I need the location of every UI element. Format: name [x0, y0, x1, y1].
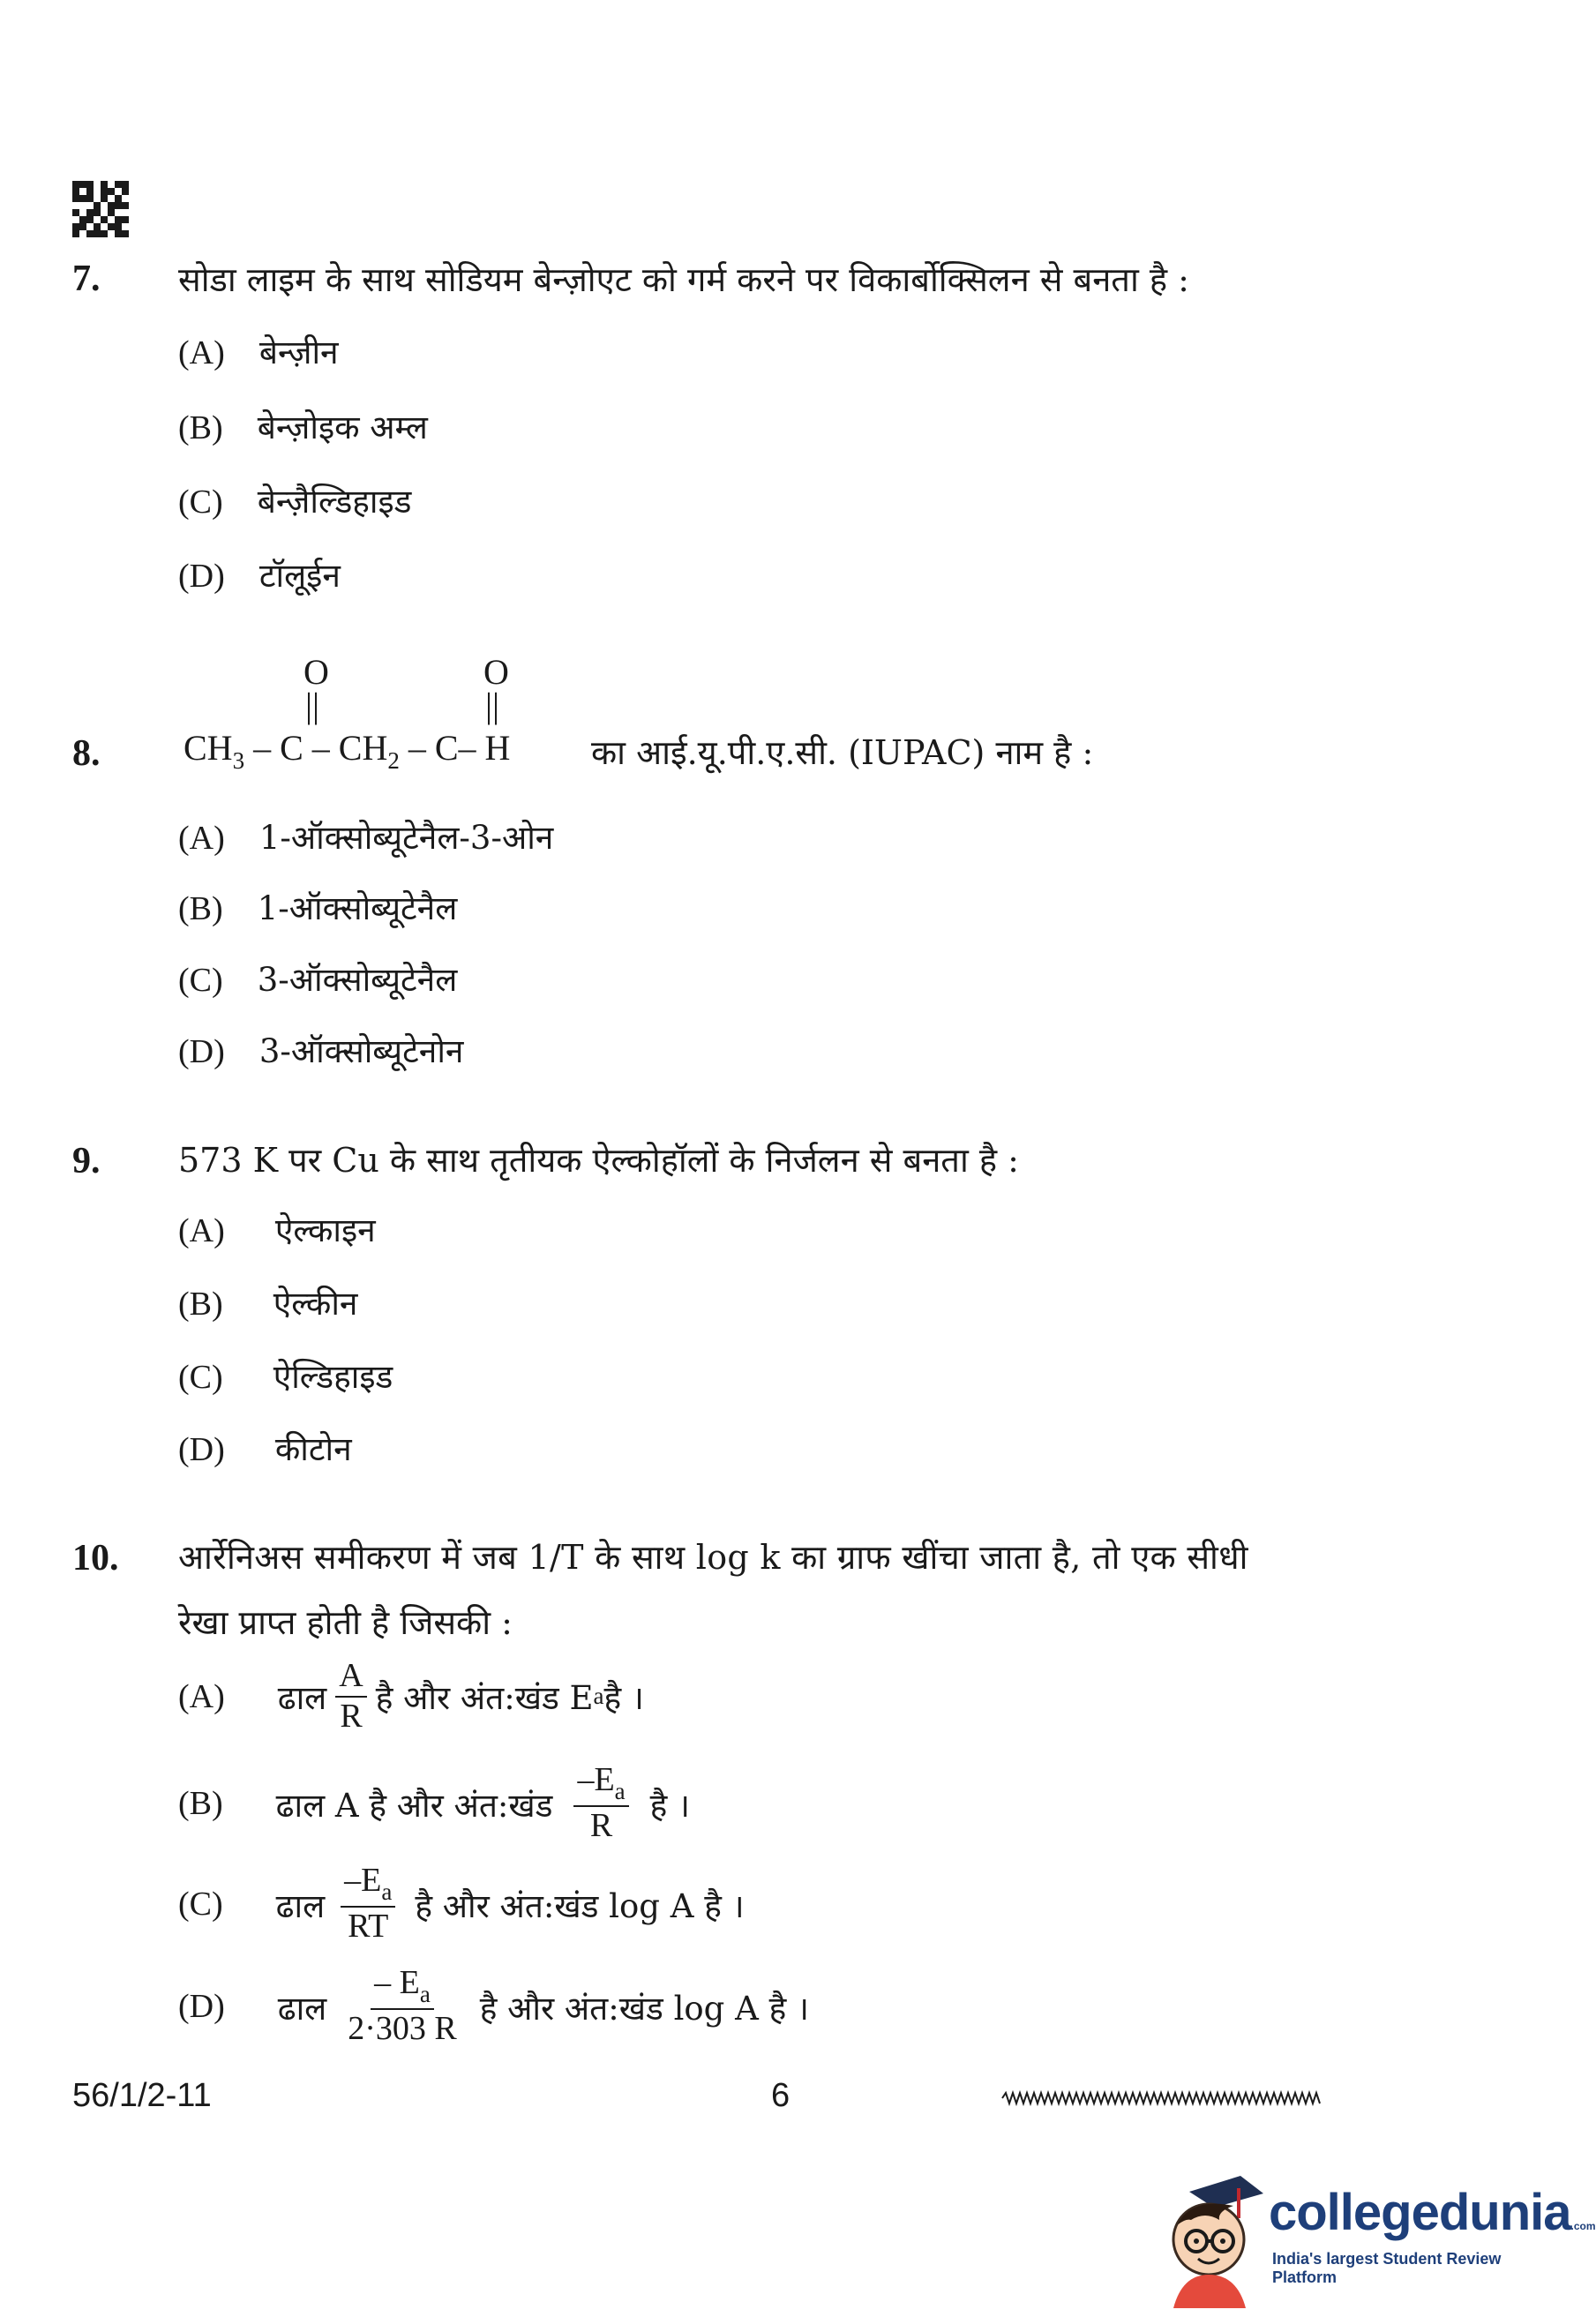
question-10-option-a — [178, 1659, 644, 1735]
option-intercept-text: है और अंत:खंड E — [375, 1679, 594, 1718]
fraction-ea-over-rt — [341, 1863, 395, 1945]
option-label: (C) — [178, 962, 223, 999]
option-pre-text: ढाल A है और अंत:खंड — [275, 1786, 553, 1825]
option-text: ऐल्काइन — [274, 1211, 376, 1249]
formula-middle-1: – C – CH — [244, 728, 388, 768]
question-9-number: 9. — [72, 1141, 101, 1181]
formula-sub-2: 2 — [387, 747, 400, 774]
question-9-option-d — [178, 1425, 352, 1470]
option-label: (D) — [178, 1988, 225, 2026]
question-7-option-a — [178, 328, 339, 373]
question-10-option-d — [178, 1966, 809, 2047]
qr-code — [72, 181, 129, 237]
option-text: बेन्ज़ैल्डिहाइड — [257, 483, 412, 521]
option-end-text: है और अंत:खंड log A है । — [415, 1886, 745, 1925]
question-8-number: 8. — [72, 733, 101, 774]
wavy-line-decoration — [1002, 2088, 1320, 2109]
option-label: (C) — [178, 484, 223, 521]
question-8-option-b — [178, 884, 457, 929]
question-10-option-b — [178, 1763, 690, 1844]
question-9-option-b — [178, 1279, 357, 1324]
fraction-denominator: 2·303 R — [348, 2010, 457, 2048]
numerator-subscript: a — [419, 1981, 431, 2007]
numerator-text: –E — [577, 1761, 615, 1798]
option-text: टॉलूईन — [259, 557, 341, 595]
question-10-option-c — [178, 1863, 745, 1945]
fraction-denominator: R — [589, 1807, 613, 1845]
question-8-option-a — [178, 814, 553, 859]
subscript-a: a — [593, 1683, 604, 1710]
question-9-option-a — [178, 1206, 376, 1251]
fraction-numerator — [573, 1763, 628, 1807]
option-label: (C) — [178, 1886, 223, 1923]
option-text: 3-ऑक्सोब्यूटेनैल — [257, 961, 458, 999]
option-label: (B) — [178, 1286, 223, 1323]
fraction-a-over-r — [335, 1659, 366, 1735]
option-slope-label: ढाल — [277, 1989, 327, 2028]
option-slope-label: ढाल — [275, 1886, 326, 1925]
option-label: (A) — [178, 334, 225, 371]
option-label: (A) — [178, 820, 225, 857]
question-10-text-line1: आर्रेनिअस समीकरण में जब 1/T के साथ log k का ग्राफ खींचा जाता है, तो एक सीधी — [178, 1538, 1248, 1577]
question-7-option-b — [178, 403, 428, 448]
option-label: (D) — [178, 1431, 225, 1468]
option-text: बेन्ज़ीन — [259, 334, 339, 371]
option-label: (B) — [178, 409, 223, 446]
option-label: (C) — [178, 1359, 223, 1396]
question-7-option-d — [178, 551, 341, 596]
formula-sub-3: 3 — [232, 747, 245, 774]
numerator-subscript: a — [614, 1778, 626, 1804]
student-mascot-icon — [1156, 2167, 1270, 2308]
option-slope-label: ढाल — [277, 1679, 327, 1718]
option-text: 3-ऑक्सोब्यूटेनोन — [259, 1032, 464, 1070]
logo-tagline: India's largest Student Review Platform — [1272, 2250, 1502, 2286]
logo-domain: .com — [1570, 2220, 1596, 2232]
fraction-numerator — [371, 1966, 434, 2010]
question-8-option-d — [178, 1027, 463, 1072]
collegedunia-logo — [1156, 2162, 1596, 2312]
question-10-text-line2: रेखा प्राप्त होती है जिसकी : — [178, 1603, 513, 1642]
question-8-formula — [184, 727, 510, 775]
option-label: (A) — [178, 1212, 225, 1249]
question-8-text: का आई.यू.पी.ए.सी. (IUPAC) नाम है : — [591, 733, 1094, 772]
option-text: बेन्ज़ोइक अम्ल — [257, 409, 428, 446]
option-text: कीटोन — [274, 1430, 352, 1468]
option-label: (B) — [178, 890, 223, 927]
carbonyl-oxygen-1: O — [303, 652, 329, 692]
carbonyl-oxygen-2: O — [483, 652, 509, 692]
fraction-ea-over-r — [573, 1763, 628, 1844]
fraction-numerator — [341, 1863, 395, 1908]
question-7-option-c — [178, 477, 411, 522]
option-label: (A) — [178, 1677, 225, 1715]
question-7-number: 7. — [72, 259, 101, 299]
option-label: (D) — [178, 1033, 225, 1070]
fraction-denominator: R — [340, 1697, 363, 1735]
page-number: 6 — [771, 2077, 791, 2114]
formula-middle-2: – C– H — [399, 728, 511, 768]
numerator-subscript: a — [381, 1878, 393, 1905]
double-bond-2: || — [485, 686, 500, 725]
question-10-number: 10. — [72, 1538, 119, 1578]
numerator-text: – E — [374, 1964, 420, 2001]
logo-wordmark: collegedunia — [1269, 2184, 1571, 2241]
option-end-text: है । — [649, 1786, 691, 1825]
question-7-text: सोडा लाइम के साथ सोडियम बेन्ज़ोएट को गर्म करने पर विकार्बोक्सिलन से बनता है : — [178, 260, 1189, 299]
formula-ch3: CH — [184, 728, 233, 768]
fraction-numerator: A — [335, 1659, 366, 1698]
option-label: (D) — [178, 558, 225, 595]
question-9-text: 573 K पर Cu के साथ तृतीयक ऐल्कोहॉलों के निर्जलन से बनता है : — [178, 1141, 1019, 1180]
fraction-ea-over-2303r — [344, 1966, 461, 2047]
question-8-option-c — [178, 956, 457, 1001]
option-text: 1-ऑक्सोब्यूटेनैल-3-ओन — [259, 819, 554, 857]
numerator-text: –E — [344, 1862, 382, 1899]
option-text: ऐल्कीन — [273, 1285, 358, 1323]
option-text: ऐल्डिहाइड — [273, 1358, 393, 1396]
question-9-option-c — [178, 1353, 393, 1398]
option-label: (B) — [178, 1785, 223, 1823]
option-end-text: है और अंत:खंड log A है । — [479, 1989, 810, 2028]
paper-code: 56/1/2-11 — [72, 2077, 212, 2114]
option-text: 1-ऑक्सोब्यूटेनैल — [257, 889, 458, 927]
fraction-denominator: RT — [348, 1908, 389, 1946]
option-end-text: है । — [603, 1679, 644, 1718]
double-bond-1: || — [305, 686, 320, 725]
